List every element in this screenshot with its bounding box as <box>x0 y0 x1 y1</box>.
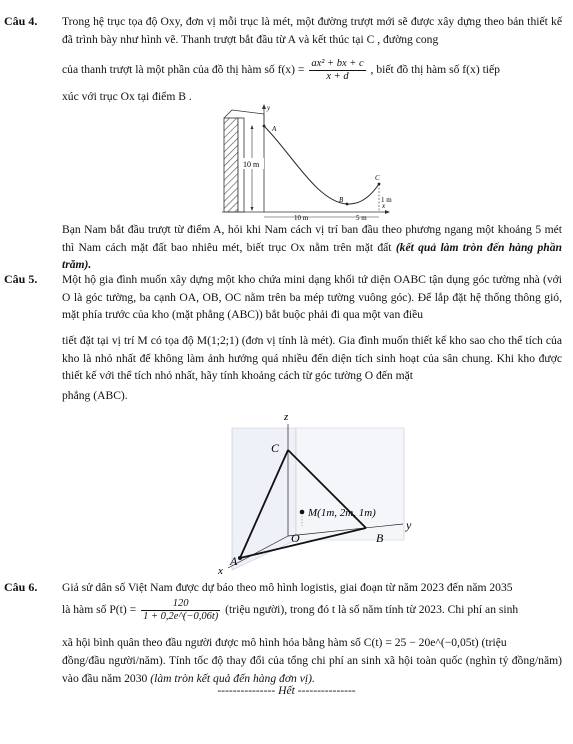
fraction-numerator: 120 <box>141 598 220 611</box>
fraction-denominator: 1 + 0,2e^(−0,06t) <box>143 611 219 622</box>
question-4-p2-text-a: của thanh trượt là một phần của đồ thị hàm số f(x) = <box>62 63 305 77</box>
distance-5m: 5 m <box>356 214 367 220</box>
x-axis-label: x <box>382 202 386 210</box>
question-4-p4-note: (kết quả làm tròn đến hàng phần trăm). <box>62 240 563 271</box>
point-o-label: O <box>291 531 300 545</box>
point-b-label: B <box>376 531 384 545</box>
question-5-label: Câu 5. <box>4 272 38 286</box>
question-6-p2-text-b: (triệu người), trong đó t là số năm tính từ 2023. Chi phí an sinh <box>225 603 519 617</box>
question-6-fraction <box>141 598 220 623</box>
question-4-label: Câu 4. <box>4 14 38 28</box>
point-b-label: B <box>339 196 344 204</box>
question-5-paragraph-3: phẳng (ABC). <box>62 389 128 402</box>
y-axis-label: y <box>267 104 271 112</box>
c-height-label: 1 m <box>381 196 392 204</box>
point-a-label: A <box>272 125 277 133</box>
question-6-paragraph-4 <box>62 652 562 687</box>
question-4-p2-text-b: , biết đồ thị hàm số f(x) tiếp <box>370 63 500 77</box>
height-label: 10 m <box>243 160 260 169</box>
wall-right <box>296 428 404 540</box>
question-6-paragraph-1: Giả sử dân số Việt Nam được dự báo theo mô hình logistis, giai đoạn từ năm 2023 đến năm 2035 <box>62 581 513 594</box>
question-6-p4-note: (làm tròn kết quả đến hàng đơn vị). <box>150 671 315 685</box>
question-6-paragraph-3: xã hội bình quân theo đầu người được mô hình hóa bằng hàm số C(t) = 25 − 20e^(−0,05t) (triệu <box>62 636 507 649</box>
question-4-paragraph-3: xúc với trục Ox tại điểm B . <box>62 90 192 103</box>
question-4-paragraph-1: Trong hệ trục tọa độ Oxy, đơn vị mỗi trục là mét, một đường trượt mới sẽ được xây dựng theo bản thiết kế đã trình bày như hình vẽ. Thanh trượt bắt đầu từ A và kết thúc tại C , đường cong <box>62 15 562 46</box>
question-4-paragraph-4 <box>62 221 562 274</box>
question-4-paragraph-2 <box>62 58 562 83</box>
z-axis-label: z <box>284 411 289 423</box>
fraction-denominator: x + d <box>326 71 349 82</box>
tetrahedron-figure <box>218 408 418 578</box>
question-4-fraction <box>309 58 365 83</box>
question-4-p4-text: Bạn Nam bắt đầu trượt từ điểm A, hỏi khi Nam cách vị trí ban đầu theo phương ngang một khoảng 5 mét thì Nam cách mặt đất bao nhiêu mét, biết trục Ox nằm trên mặt đất <box>62 223 562 254</box>
point-c-label: C <box>271 441 280 455</box>
question-5-paragraph-1: Một hộ gia đình muốn xây dựng một kho chứa mini dạng khối tứ diện OABC tận dụng góc tường nhà (với O là góc tường, ba cạnh OA, OB, OC nằm trên ba mép tường vuông góc). Để lắp đặt hệ thống thông gió, mặt phía trước của kho (mặt phẳng (ABC)) bắt buộc phải đi qua một van điều <box>62 273 562 321</box>
point-c-label: C <box>375 174 380 182</box>
hatched-pillar <box>224 118 238 212</box>
end-marker: --------------- Hết --------------- <box>217 684 356 697</box>
slide-figure <box>222 104 392 220</box>
y-axis-label: y <box>406 518 412 532</box>
question-6-p2-text-a: là hàm số P(t) = <box>62 603 137 617</box>
point-m-marker <box>300 510 305 515</box>
x-axis-label: x <box>218 565 223 577</box>
point-a-label: A <box>230 554 238 568</box>
question-6-label: Câu 6. <box>4 580 38 594</box>
question-6-p4-text: đồng/đầu người/năm). Tính tốc độ thay đổi của tổng chi phí an sinh xã hội toàn quốc (nghìn tỷ đồng/năm) vào đầu năm 2030 <box>62 654 562 685</box>
fraction-numerator: ax² + bx + c <box>311 58 364 69</box>
point-m-label: M(1m, 2m, 1m) <box>308 507 376 519</box>
slide-curve <box>264 126 379 204</box>
distance-10m: 10 m <box>294 214 309 220</box>
question-5-paragraph-2: tiết đặt tại vị trí M có tọa độ M(1;2;1) (đơn vị tính là mét). Gia đình muốn thiết kế kho sao cho thể tích của kho là nhỏ nhất để không làm ảnh hưởng quá nhiều đến diện tích sinh hoạt của sân chung. Khi kho được thiết kế với thể tích nhỏ nhất, hãy tính khoảng cách từ góc tường O đến mặt <box>62 334 562 382</box>
question-6-paragraph-2 <box>62 598 562 623</box>
